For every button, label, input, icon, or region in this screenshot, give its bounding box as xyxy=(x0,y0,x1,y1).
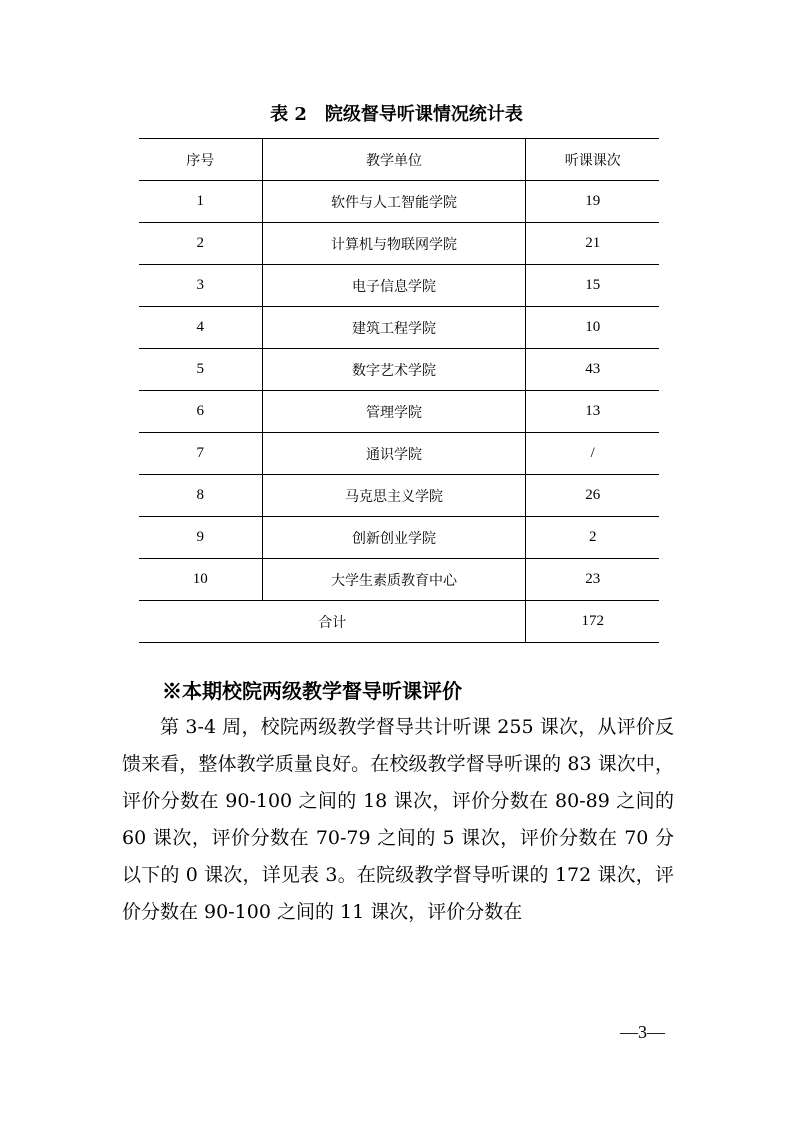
table-header-row xyxy=(139,139,659,181)
cell-no: 5 xyxy=(139,349,262,391)
page-number: —3— xyxy=(620,1022,665,1042)
total-label: 合计 xyxy=(139,601,526,643)
table-row xyxy=(139,307,659,349)
table-caption-title: 院级督导听课情况统计表 xyxy=(324,104,523,125)
cell-no: 1 xyxy=(139,181,262,223)
cell-unit: 电子信息学院 xyxy=(262,265,526,307)
table-row xyxy=(139,223,659,265)
cell-unit: 通识学院 xyxy=(262,433,526,475)
table-caption xyxy=(0,100,793,126)
table-row xyxy=(139,349,659,391)
cell-no: 3 xyxy=(139,265,262,307)
cell-unit: 马克思主义学院 xyxy=(262,475,526,517)
table-row xyxy=(139,181,659,223)
cell-unit: 数字艺术学院 xyxy=(262,349,526,391)
cell-unit: 管理学院 xyxy=(262,391,526,433)
cell-unit: 创新创业学院 xyxy=(262,517,526,559)
table-caption-label: 表 2 xyxy=(270,104,307,125)
table-row xyxy=(139,559,659,601)
table-row xyxy=(139,517,659,559)
header-unit: 教学单位 xyxy=(262,139,526,181)
cell-count: 23 xyxy=(585,571,601,587)
cell-unit: 建筑工程学院 xyxy=(262,307,526,349)
cell-count: 21 xyxy=(585,235,601,251)
supervision-table xyxy=(139,138,659,643)
cell-count: 2 xyxy=(588,529,597,545)
header-count: 听课课次 xyxy=(564,153,621,169)
table-row xyxy=(139,391,659,433)
table-row xyxy=(139,433,659,475)
cell-unit: 计算机与物联网学院 xyxy=(262,223,526,265)
total-value: 172 xyxy=(581,613,604,629)
table-total-row xyxy=(139,601,659,643)
header-no: 序号 xyxy=(139,139,262,181)
cell-unit: 大学生素质教育中心 xyxy=(262,559,526,601)
evaluation-paragraph: 第 3-4 周，校院两级教学督导共计听课 255 课次，从评价反馈来看，整体教学质量良好。在校级教学督导听课的 83 课次中，评价分数在 90-100 之间的 18 课次，评价分数在 80-89 之间的 60 课次，评价分数在 70-79 之间的 5 课次，评价分数在 70 分以下的 0 课次，详见表 3。在院级教学督导听课的 172 课次，评价分数在 90-100 之间的 11 课次，评价分数在 xyxy=(122,716,674,923)
cell-count: 15 xyxy=(585,277,601,293)
cell-count: 10 xyxy=(585,319,601,335)
cell-count: 43 xyxy=(585,361,601,377)
section-title: ※本期校院两级教学督导听课评价 xyxy=(162,679,462,703)
cell-no: 2 xyxy=(139,223,262,265)
cell-no: 7 xyxy=(139,433,262,475)
cell-no: 4 xyxy=(139,307,262,349)
cell-count: 26 xyxy=(585,487,601,503)
cell-count: / xyxy=(590,445,595,461)
table-row xyxy=(139,475,659,517)
table-row xyxy=(139,265,659,307)
cell-no: 6 xyxy=(139,391,262,433)
cell-count: 13 xyxy=(585,403,601,419)
cell-no: 9 xyxy=(139,517,262,559)
cell-count: 19 xyxy=(585,193,601,209)
cell-unit: 软件与人工智能学院 xyxy=(262,181,526,223)
cell-no: 10 xyxy=(139,559,262,601)
cell-no: 8 xyxy=(139,475,262,517)
